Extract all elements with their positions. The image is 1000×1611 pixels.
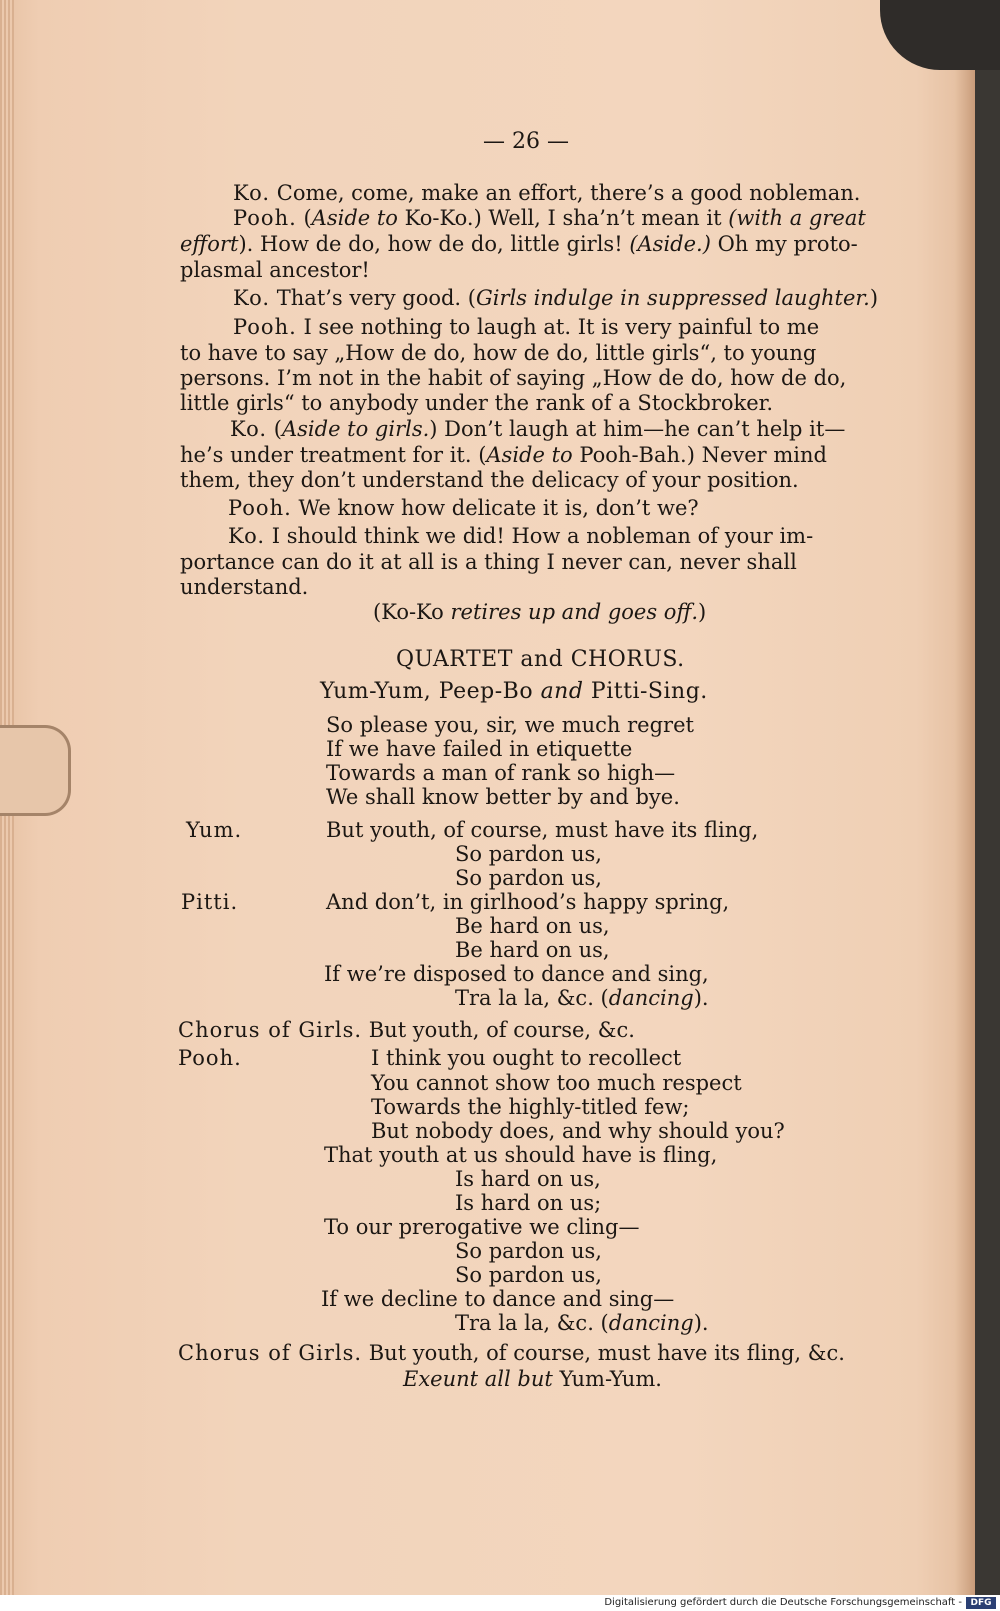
speaker-yum: Yum. <box>186 818 243 842</box>
line-7: to have to say „How de do, how de do, little girls“, to young <box>180 341 817 365</box>
line-15: portance can do it at all is a thing I never can, never shall <box>180 550 797 574</box>
line-2: Pooh. (Aside to Ko-Ko.) Well, I sha’n’t mean it (with a great <box>233 206 866 230</box>
verse-line-21: So pardon us, <box>455 1239 602 1263</box>
verse-line-16: But nobody does, and why should you? <box>371 1119 785 1143</box>
verse-line-19: Is hard on us; <box>455 1191 602 1215</box>
verse-line-24: Tra la la, &c. (dancing). <box>455 1311 709 1335</box>
stage-direction-exit: (Ko-Ko retires up and goes off.) <box>373 600 707 624</box>
line-8: persons. I’m not in the habit of saying „How de do, how de do, <box>180 366 847 390</box>
verse-line-2: If we have failed in etiquette <box>326 737 633 761</box>
verse-line-7: So pardon us, <box>455 866 602 890</box>
verse-line-10: Be hard on us, <box>455 938 610 962</box>
verse-line-1: So please you, sir, we much regret <box>326 713 694 737</box>
line-1: Ko. Come, come, make an effort, there’s a good nobleman. <box>233 181 861 205</box>
verse-line-15: Towards the highly-titled few; <box>371 1095 690 1119</box>
verse-line-17: That youth at us should have is fling, <box>324 1143 718 1167</box>
dfg-logo: DFG <box>966 1597 996 1609</box>
verse-line-18: Is hard on us, <box>455 1167 601 1191</box>
verse-line-4: We shall know better by and bye. <box>326 785 680 809</box>
line-14: Ko. I should think we did! How a nobleman of your im- <box>228 524 814 548</box>
line-5: Ko. That’s very good. (Girls indulge in suppressed laughter.) <box>233 286 879 310</box>
line-6: Pooh. I see nothing to laugh at. It is very painful to me <box>233 315 820 339</box>
line-16: understand. <box>180 575 309 599</box>
line-10: Ko. (Aside to girls.) Don’t laugh at him—he can’t help it— <box>230 417 846 441</box>
line-13: Pooh. We know how delicate it is, don’t we? <box>228 496 699 520</box>
speaker-pitti: Pitti. <box>181 890 239 914</box>
verse-line-13: I think you ought to recollect <box>371 1046 682 1070</box>
verse-line-8: And don’t, in girlhood’s happy spring, <box>326 890 730 914</box>
verse-line-3: Towards a man of rank so high— <box>326 761 676 785</box>
line-9: little girls“ to anybody under the rank of a Stockbroker. <box>180 391 774 415</box>
line-3: effort). How de do, how de do, little girls! (Aside.) Oh my proto- <box>180 232 858 256</box>
verse-line-23: If we decline to dance and sing— <box>321 1287 675 1311</box>
verse-line-12: Tra la la, &c. (dancing). <box>455 986 709 1010</box>
speaker-pooh: Pooh. <box>178 1046 242 1070</box>
verse-line-11: If we’re disposed to dance and sing, <box>324 962 709 986</box>
verse-line-22: So pardon us, <box>455 1263 602 1287</box>
stage-direction-exeunt: Exeunt all but Yum-Yum. <box>403 1367 662 1391</box>
line-11: he’s under treatment for it. (Aside to Pooh-Bah.) Never mind <box>180 443 827 467</box>
section-subtitle: Yum-Yum, Peep-Bo and Pitti-Sing. <box>320 679 708 704</box>
verse-line-5: But youth, of course, must have its fling, <box>326 818 759 842</box>
verse-line-20: To our prerogative we cling— <box>324 1215 640 1239</box>
line-12: them, they don’t understand the delicacy of your position. <box>180 468 799 492</box>
chorus-line-1: Chorus of Girls. But youth, of course, &c. <box>178 1018 635 1042</box>
verse-line-9: Be hard on us, <box>455 914 610 938</box>
footer-credit: Digitalisierung gefördert durch die Deutsche Forschungsgemeinschaft - <box>604 1597 962 1608</box>
verse-line-6: So pardon us, <box>455 842 602 866</box>
line-4: plasmal ancestor! <box>180 258 370 282</box>
chorus-line-2: Chorus of Girls. But youth, of course, must have its fling, &c. <box>178 1341 845 1365</box>
page-number: — 26 — <box>483 129 569 154</box>
section-title: QUARTET and CHORUS. <box>396 647 685 672</box>
verse-line-14: You cannot show too much respect <box>371 1071 742 1095</box>
